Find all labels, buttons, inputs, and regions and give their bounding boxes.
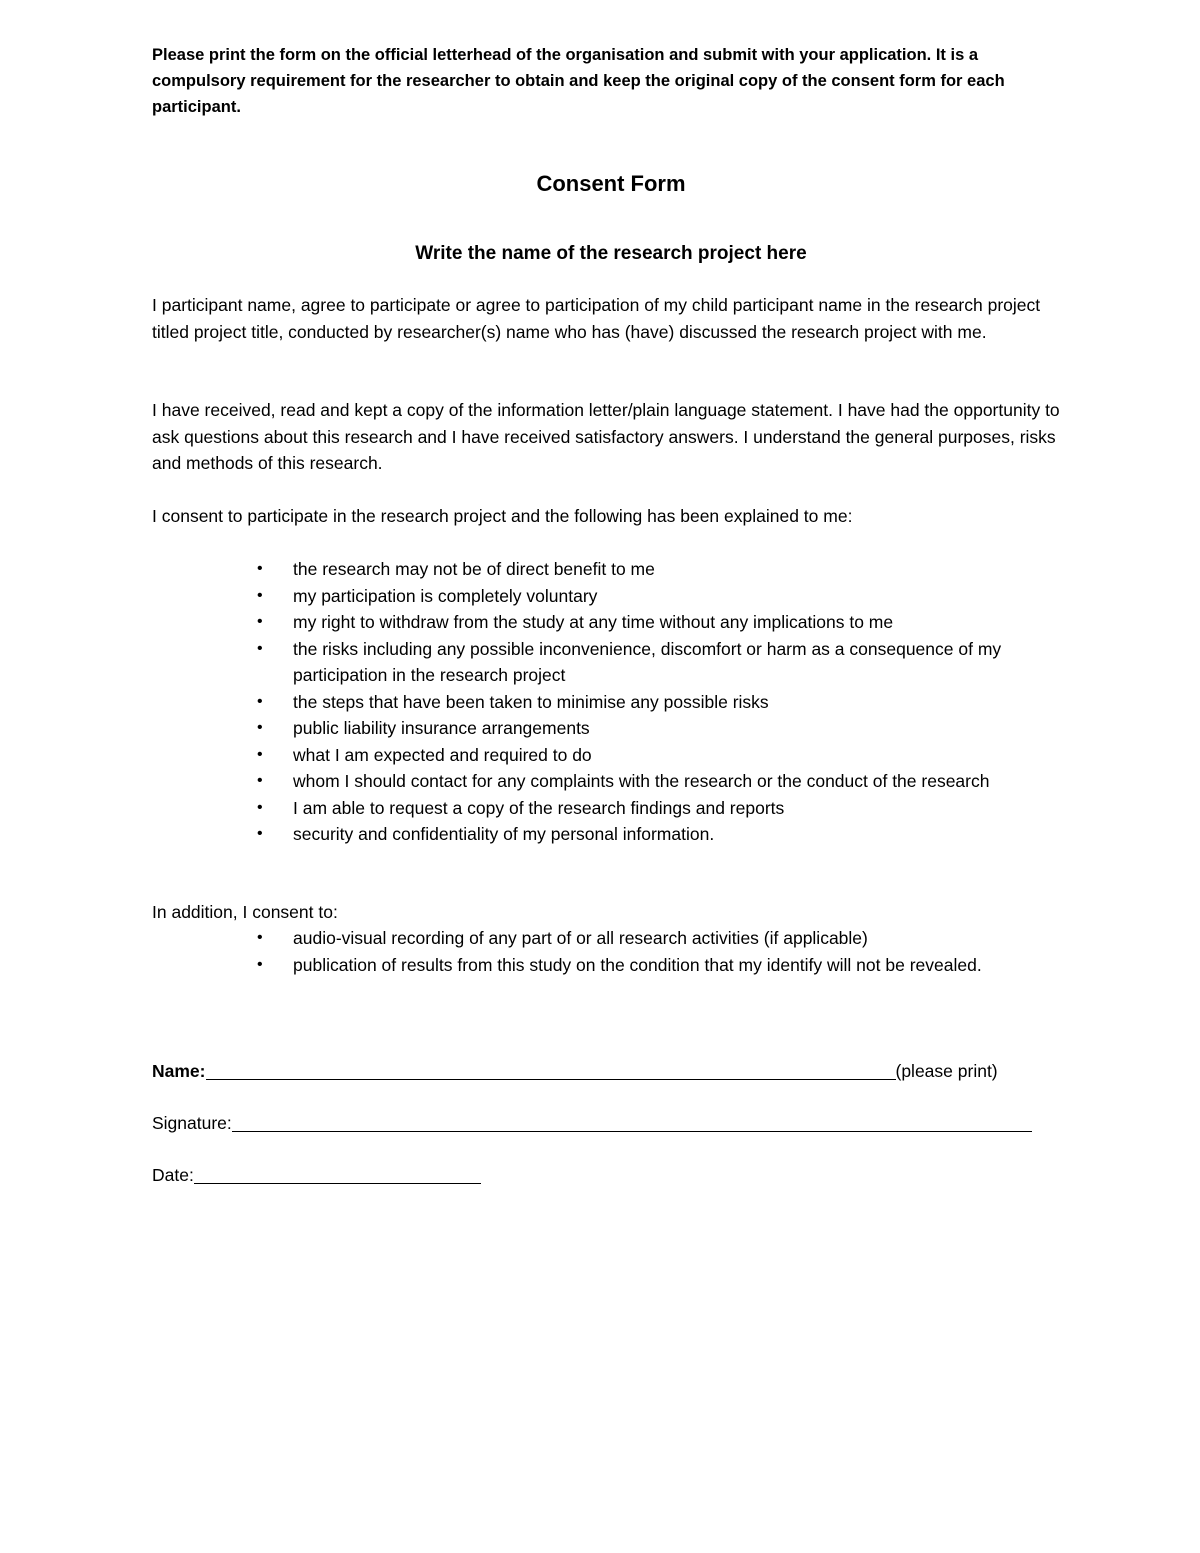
bullet-icon: • [257, 586, 263, 604]
list-item [257, 768, 1073, 795]
list-item [257, 609, 1073, 636]
list-item [257, 556, 1073, 583]
list-item [257, 925, 1073, 952]
list-item-text: my participation is completely voluntary [293, 585, 598, 606]
list-item-text: publication of results from this study on the condition that my identify will not be revealed. [293, 954, 982, 975]
intro-paragraph: I participant name, agree to participate or agree to participation of my child participant name in the research project titled project title, conducted by researcher(s) name who has (have) discussed the research project with me. [152, 295, 1041, 342]
addition-intro-paragraph: In addition, I consent to: [152, 902, 338, 922]
list-item-text: my right to withdraw from the study at any time without any implications to me [293, 612, 894, 632]
list-item [257, 689, 1073, 716]
list-item [257, 952, 1073, 979]
bullet-icon: • [257, 772, 263, 789]
bullet-icon: • [257, 560, 263, 577]
list-item-text: audio-visual recording of any part of or all research activities (if applicable) [293, 928, 868, 948]
explained-items-list [257, 556, 1073, 848]
list-item-text: the risks including any possible inconvenience, discomfort or harm as a consequence of my participation in the research project [293, 638, 1002, 685]
date-label: Date: [152, 1165, 194, 1185]
list-item [257, 821, 1073, 848]
bullet-icon: • [257, 613, 263, 630]
bullet-icon: • [257, 825, 263, 842]
list-item-text: I am able to request a copy of the research findings and reports [293, 797, 785, 818]
list-item-text: public liability insurance arrangements [293, 718, 590, 738]
list-item [257, 715, 1073, 742]
addition-items-list [257, 925, 1073, 978]
list-item [257, 583, 1073, 610]
list-item [257, 636, 1073, 689]
received-paragraph: I have received, read and kept a copy of the information letter/plain language statement. I have had the opportunity to ask questions about this research and I have received satisfactory answers. I understand the general purposes, risks and methods of this research. [152, 400, 1060, 473]
name-field [152, 1058, 998, 1084]
bullet-icon: • [257, 692, 263, 710]
bullet-icon: • [257, 798, 263, 816]
bullet-icon: • [257, 929, 263, 946]
signature-input-line[interactable] [232, 1113, 1032, 1132]
list-item-text: the research may not be of direct benefit to me [293, 559, 655, 579]
bullet-icon: • [257, 639, 263, 657]
list-item-text: whom I should contact for any complaints with the research or the conduct of the research [293, 771, 990, 791]
list-item-text: what I am expected and required to do [293, 744, 592, 765]
signature-label: Signature: [152, 1113, 232, 1133]
name-label: Name: [152, 1061, 206, 1081]
consent-intro-paragraph: I consent to participate in the research project and the following has been explained to me: [152, 506, 853, 526]
list-item-text: security and confidentiality of my personal information. [293, 824, 715, 844]
signature-field [152, 1110, 1032, 1136]
print-notice: Please print the form on the official letterhead of the organisation and submit with your application. It is a compulsory requirement for the researcher to obtain and keep the original copy of the consent form for each participant. [152, 46, 1005, 116]
name-suffix: (please print) [895, 1061, 998, 1081]
bullet-icon: • [257, 745, 263, 763]
list-item [257, 795, 1073, 822]
form-title: Consent Form [536, 171, 686, 196]
date-input-line[interactable] [194, 1165, 481, 1184]
date-field [152, 1162, 481, 1188]
bullet-icon: • [257, 719, 263, 736]
bullet-icon: • [257, 955, 263, 973]
list-item [257, 742, 1073, 769]
list-item-text: the steps that have been taken to minimise any possible risks [293, 691, 769, 712]
project-title: Write the name of the research project here [415, 243, 807, 264]
name-input-line[interactable] [206, 1061, 896, 1080]
